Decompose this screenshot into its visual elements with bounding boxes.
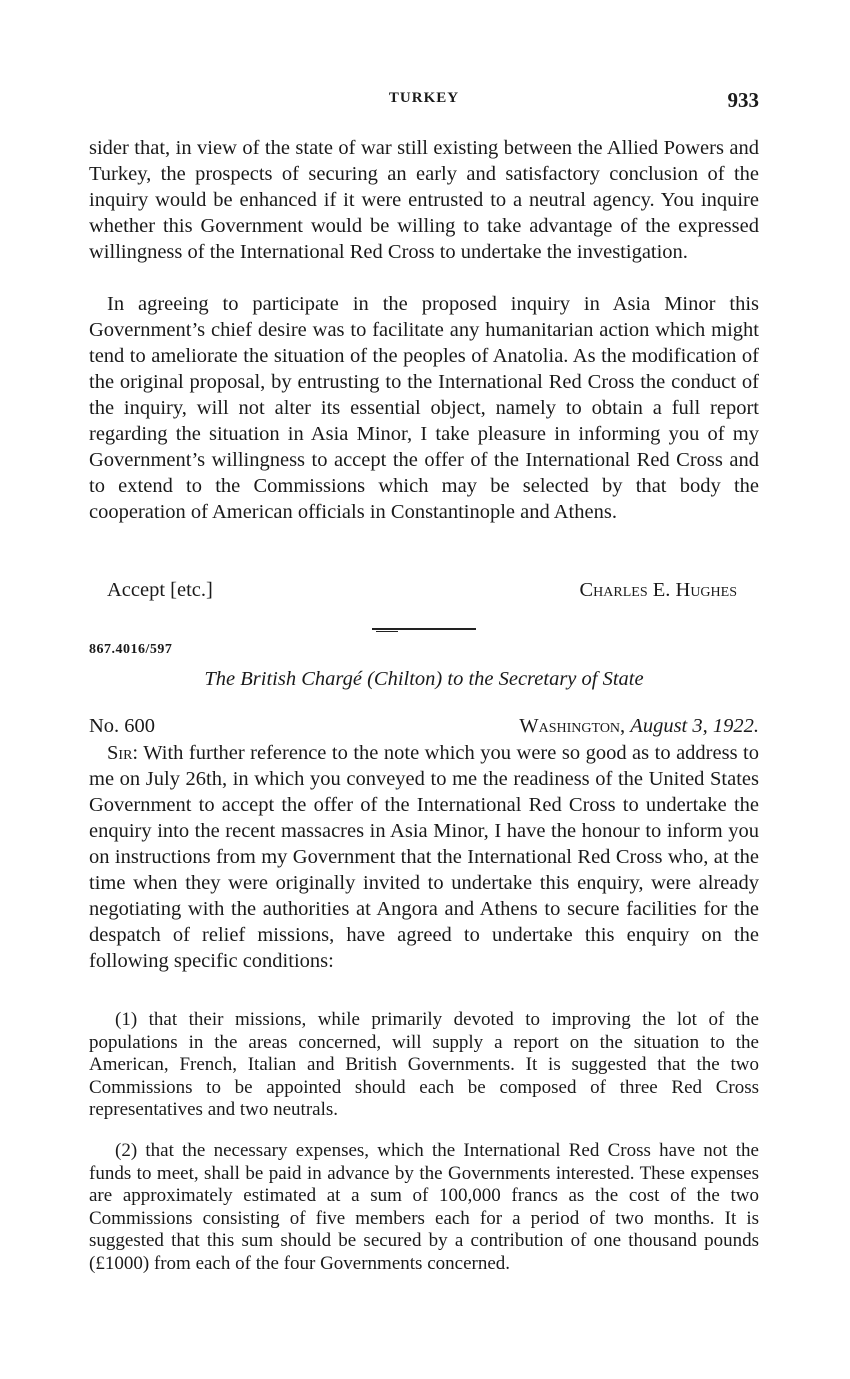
file-number: 867.4016/597 xyxy=(89,642,173,657)
paragraph-agreement: In agreeing to participate in the proposed inquiry in Asia Minor this Government’s chief desire was to facilitate any humanitarian action which might tend to ameliorate the situation of the peoples of Anatolia. As the modification of the original proposal, by entrusting to the International Red Cross the conduct of the inquiry, will not alter its essential object, namely to obtain a full report regarding the situation in Asia Minor, I take pleasure in informing you of my Government’s willingness to accept the offer of the International Red Cross and to extend to the Commissions which may be selected by that body the cooperation of American officials in Constantinople and Athens. xyxy=(89,293,759,523)
place-and-date xyxy=(519,713,759,739)
page-header xyxy=(89,88,759,118)
condition-1: (1) that their missions, while primarily devoted to improving the lot of the populations in the areas concerned, will supply a report on the situation to the American, French, Italian and British Governments. It is suggested that the two Commissions to be appointed should each be composed of three Red Cross representatives and two neutrals. xyxy=(89,1009,759,1120)
condition-2: (2) that the necessary expenses, which the International Red Cross have not the funds to meet, shall be paid in advance by the Governments interested. These expenses are approximately estimated at a sum of 100,000 francs as the cost of the two Commissions consisting of five members each for a period of two months. It is suggested that this sum should be secured by a contribution of one thousand pounds (£1000) from each of the four Governments concerned. xyxy=(89,1140,759,1274)
letter-body-text: With further reference to the note which you were so good as to address to me on July 26th, in which you conveyed to me the readiness of the United States Government to accept the offer of the International Red Cross to undertake the enquiry into the recent massacres in Asia Minor, I have the honour to inform you on instructions from my Government that the International Red Cross who, at the time when they were originally invited to undertake this enquiry, were already negotiating with the authorities at Angora and Athens to secure facilities for the despatch of relief missions, have agreed to undertake this enquiry on the following specific conditions: xyxy=(89,742,759,972)
letter-body xyxy=(89,740,759,974)
salutation: Sir: xyxy=(107,742,139,764)
document-title: The British Chargé (Chilton) to the Secretary of State xyxy=(204,668,644,690)
paragraph-continuation: sider that, in view of the state of war still existing between the Allied Powers and Turkey, the prospects of securing an early and satisfactory conclusion of the inquiry would be enhanced if it were entrusted to a neutral agency. You inquire whether this Government would be willing to take advantage of the expressed willingness of the International Red Cross to undertake the investigation. xyxy=(89,137,759,263)
signature-name: Charles E. Hughes xyxy=(579,579,737,601)
dateline-date: August 3, 1922. xyxy=(630,715,759,737)
dateline-city: Washington, xyxy=(519,715,626,737)
dateline xyxy=(89,713,759,739)
section-divider xyxy=(372,628,476,630)
running-head: TURKEY xyxy=(388,90,460,106)
closing-accept: Accept [etc.] xyxy=(107,579,213,601)
letter-closing xyxy=(107,577,759,603)
document-number: No. 600 xyxy=(89,715,156,737)
page-number: 933 xyxy=(727,88,759,112)
